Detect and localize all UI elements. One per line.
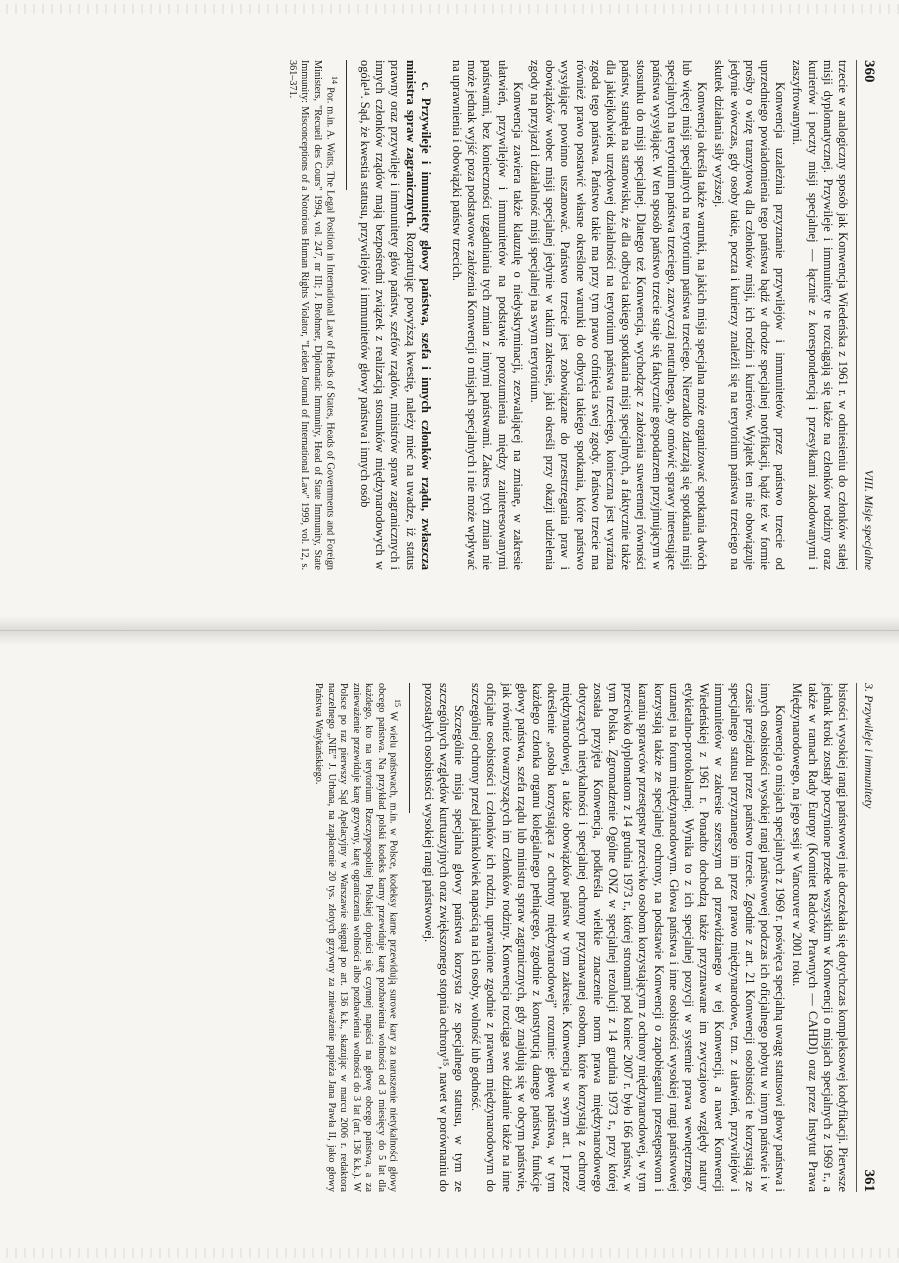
subsection-heading: c. Przywileje i immunitety głowy państwa, szefa i innych członków rządu, zwłaszcza ministra spraw zagranicznych.: [403, 60, 433, 570]
running-title: 3. Przywileje i immunitety: [862, 683, 876, 809]
paragraph: Konwencja zawiera także klauzulę o niedyskryminacji, zezwalającej na zmianę, w zakresie ułatwień, przywilejów i immunitetów na podstawie porozumienia między zainteresowanymi państwami, bez konieczności uzgadniania tych zmian z innymi państwami. Zakres tych zmian nie może jednak wyjść poza podstawowe założenia Konwencji o misjach specjalnych i nie może wpływać na uprawnienia i obowiązki państw trzecich.: [449, 60, 525, 570]
gutter-shadow: [0, 616, 899, 630]
page-number: 361: [861, 1169, 877, 1192]
subsection-paragraph: [357, 60, 433, 570]
scan-edge-marks: [0, 1248, 899, 1258]
scan-edge-marks: [0, 4, 899, 14]
page-number: 360: [861, 60, 877, 83]
running-head: [856, 60, 877, 570]
body-text: [357, 60, 850, 570]
footnote-text: Por. m.in. A. Watts, The Legal Position in International Law of Heads of States, Heads of Governments and Foreign Ministers, "Recueil des Cours" 1994, vol. 247, nr III; J. Brohmer, Diplomatic Immunity, Head of State Immunity, State Immunity: Misconceptions of a Notorious Human Rights Violator, "Leiden Journal of International Law" 1999, vol. 12, s. 361–371.: [287, 60, 336, 571]
footnote-rule: [346, 60, 347, 190]
paragraph: bistości wysokiej rangi państwowej nie doczekała się dotychczas kompleksowej kodyfikacji. Pierwsze jednak kroki zostały poczynione przede wszystkim w Konwencji o misjach specjalnych z 1969 r., a także w ramach Rady Europy (Komitet Radców Prawnych — CAHDI) oraz przez Instytut Prawa Międzynarodowego, na jego sesji w Vancouver w 2001 roku.: [790, 683, 850, 1192]
footnotes: [286, 60, 347, 570]
body-text: [420, 683, 850, 1192]
footnote-text: W wielu państwach, m.in. w Polsce, kodeksy karne przewidują surowe kary za naruszenie nietykalności głowy obcego państwa. Na przykład polski kodeks karny przewiduje karę pozbawienia wolności od 3 miesięcy do 5 lat dla każdego, kto na terytorium Rzeczypospolitej Polskiej dopuści się czynnej napaści na głowę obcego państwa, a za znieważenie przewiduje karę grzywny, karę ograniczenia wolności albo pozbawienia wolności do 3 lat (art. 136 k.k.). W Polsce po raz pierwszy Sąd Apelacyjny w Warszawie sięgnął po art. 136 k.k., skazując w marcu 2006 r. redaktora naczelnego „NIE” J. Urbana, na zapłacenie 20 tys. złotych grzywny za znieważenie papieża Jana Pawła II, jako głowy Państwa Watykańskiego.: [313, 683, 399, 1192]
running-title: VIII. Misje specjalne: [862, 469, 876, 570]
subsection-text: Rozpatrując powyższą kwestię, należy mieć na uwadze, iż status prawny oraz przywileje i immunitety głów państw, szefów rządów, ministrów spraw zagranicznych i innych członków rządów mają bezpośredni związek z realizacją stosunków międzynarodowych w ogóle¹⁴. Sąd, że kwestia statusu, przywilejów i immunitetów głowy państwa i innych osób: [357, 60, 418, 570]
paragraph: Konwencja uzależnia przyznanie przywilejów i immunitetów przez państwo trzecie od uprzedniego powiadomienia tego państwa bądź w drodze specjalnej notyfikacji, bądź też w formie prośby o wizę tranzytową dla członków misji, ich rodzin i kurierów. Wyjątek ten nie obowiązuje jedynie wówczas, gdy osoby takie, poczta i kurierzy znaleźli się na terytorium państwa trzeciego na skutek działania siły wyższej.: [712, 60, 788, 570]
footnote-number: 15: [393, 699, 403, 707]
paragraph: Konwencja określa także warunki, na jakich misja specjalna może organizować spotkania dwóch lub więcej misji specjalnych na terytorium państwa trzeciego. Nierzadko zdarzają się spotkania misji specjalnych na terytorium państwa trzeciego, zazwyczaj neutralnego, aby omówić sprawy interesujące państwa wysyłające. W ten sposób państwo trzecie staje się faktycznie gospodarzem przyjmującym w stosunku do misji specjalnej. Dlatego też Konwencja, wychodząc z założenia suwerennej równości państw, stanęła na stanowisku, że dla odbycia takiego spotkania misji specjalnych, a faktycznie także dla jakiejkolwiek urzędowej działalności na terytorium państwa trzeciego, konieczna jest wyraźna zgoda tego państwa. Państwo takie ma przy tym prawo cofnięcia swej zgody. Państwo trzecie ma również prawo postawić własne określone warunki do odbycia takiego spotkania, które państwo wysyłające powinno uszanować. Państwo trzecie jest zobowiązane do przestrzegania praw i obowiązków wobec misji specjalnej jedynie w takim zakresie, jaki określi przy okazji udzielenia zgody na przyjazd i działalność misji specjalnej na swym terytorium.: [527, 60, 710, 570]
footnote: [286, 60, 340, 570]
left-page: [0, 0, 899, 631]
right-page: [0, 631, 899, 1262]
footnote: [312, 683, 403, 1192]
footnote-rule: [409, 683, 410, 813]
paragraph: Szczególnie misja specjalna głowy państwa korzysta ze specjalnego statusu, w tym ze szczególnych względów kurtuazyjnych oraz zwiększonego stopnia ochrony¹⁵, nawet w porównaniu do pozostałych osobistości wysokiej rangi państwowej.: [421, 683, 466, 1192]
gutter-shadow: [0, 631, 899, 645]
footnote-number: 14: [329, 76, 339, 84]
footnotes: [312, 683, 410, 1192]
running-head: [856, 683, 877, 1192]
paragraph: trzecie w analogiczny sposób jak Konwencja Wiedeńska z 1961 r. w odniesieniu do członków stałej misji dyplomatycznej. Przywileje i immunitety te rozciągają się także na członków rodziny oraz kurierów i poczty misji specjalnej — łącznie z korespondencją i przesyłkami zakodowanymi i zaszyfrowanymi.: [790, 60, 850, 570]
paragraph: Konwencja o misjach specjalnych z 1969 r. poświęca specjalną uwagę statusowi głowy państwa i innych osobistości wysokiej rangi państwowej podczas ich oficjalnego pobytu w innym państwie i w czasie przejazdu przez państwo trzecie. Zgodnie z art. 21 Konwencji osobistości te korzystają ze specjalnego statusu przyznanego im przez prawo międzynarodowe, tzn. z ułatwień, przywilejów i immunitetów w zakresie szerszym od przewidzianego w tej Konwencji, a nawet Konwencji Wiedeńskiej z 1961 r. Ponadto dochodzą także przyznawane im zwyczajowo względy natury etykietalno-protokolarnej. Wynika to z ich specjalnej pozycji w systemie prawa wewnętrznego, uznanej na forum międzynarodowym. Głowa państwa i inne osobistości wysokiej rangi państwowej korzystają także ze specjalnej ochrony, na podstawie Konwencji o zapobieganiu przestępstwom i karaniu sprawców przestępstw przeciwko osobom korzystającym z ochrony międzynarodowej, w tym przeciwko dyplomatom z 14 grudnia 1973 r., której stronami pod koniec 2007 r. było 166 państw, w tym Polska. Zgromadzenie Ogólne ONZ w specjalnej rezolucji z 14 grudnia 1973 r., przy której została przyjęta Konwencja, podkreśla wielkie znaczenie norm prawa międzynarodowego dotyczących nietykalności i specjalnej ochrony przyznawanej osobom, które korzystają z ochrony międzynarodowej, a także obowiązków państw w tym zakresie. Konwencja w swym art. 1 przez określenie „osoba korzystająca z ochrony międzynarodowej” rozumie: głowę państwa, w tym każdego członka organu kolegialnego pełniącego, zgodnie z konstytucją danego państwa, funkcje głowy państwa, szefa rządu lub ministra spraw zagranicznych, gdy znajdują się w obcym państwie, jak również towarzyszących im członków rodziny. Konwencja rozciąga swe działanie także na inne oficjalne osobistości i członków ich rodzin, uprawnione zgodnie z prawem międzynarodowym do szczególnej ochrony przed jakimkolwiek napaścią na ich osoby, wolność lub godność.: [469, 683, 788, 1192]
